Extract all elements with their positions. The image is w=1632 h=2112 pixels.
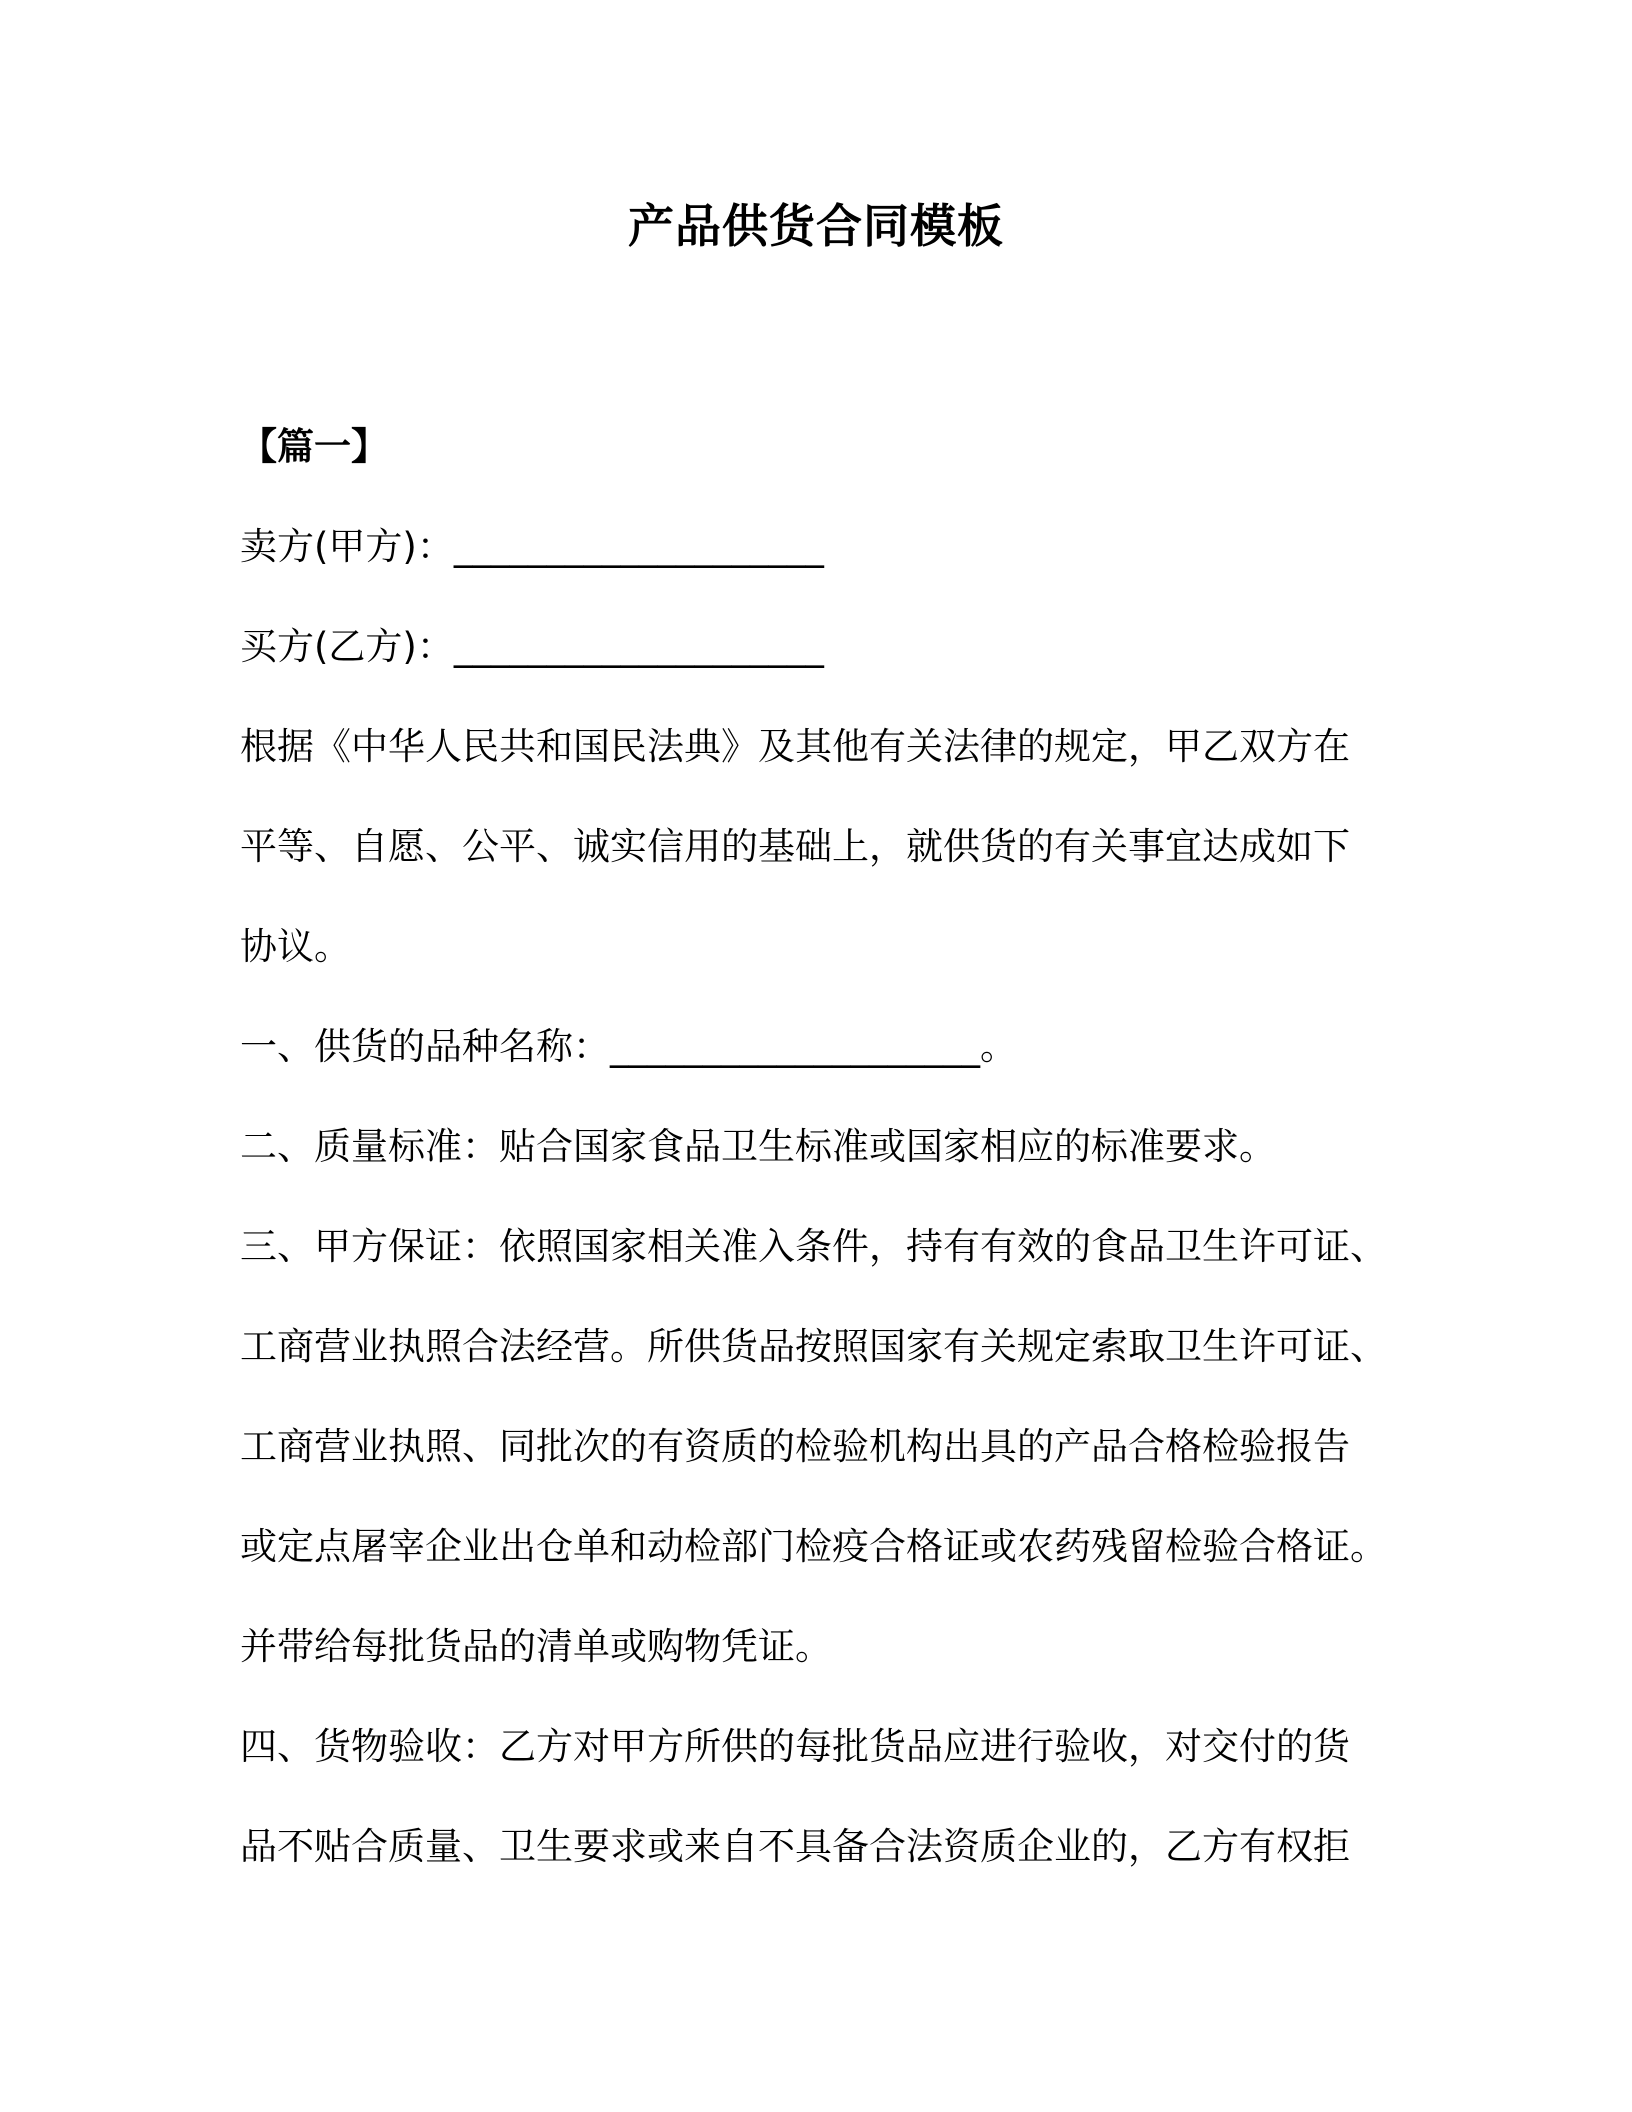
document-title: 产品供货合同模板 — [628, 199, 1004, 253]
clause-4-line-2: 品不贴合质量、卫生要求或来自不具备合法资质企业的，乙方有权拒 — [240, 1825, 1350, 1868]
clause-3-line-1: 三、甲方保证：依照国家相关准入条件，持有有效的食品卫生许可证、 — [240, 1225, 1387, 1268]
clause-4-line-1: 四、货物验收：乙方对甲方所供的每批货品应进行验收，对交付的货 — [240, 1725, 1350, 1768]
clause-1: 一、供货的品种名称：____________________。 — [240, 1025, 1017, 1068]
intro-line-2: 平等、自愿、公平、诚实信用的基础上，就供货的有关事宜达成如下 — [240, 825, 1350, 868]
seller-line: 卖方(甲方)：____________________ — [240, 525, 824, 568]
clause-3-line-4: 或定点屠宰企业出仓单和动检部门检疫合格证或农药残留检验合格证。 — [240, 1525, 1387, 1568]
clause-3-line-2: 工商营业执照合法经营。所供货品按照国家有关规定索取卫生许可证、 — [240, 1325, 1387, 1368]
clause-2: 二、质量标准：贴合国家食品卫生标准或国家相应的标准要求。 — [240, 1125, 1276, 1168]
intro-line-3: 协议。 — [240, 925, 351, 968]
section-label: 【篇一】 — [240, 425, 388, 468]
clause-3-line-3: 工商营业执照、同批次的有资质的检验机构出具的产品合格检验报告 — [240, 1425, 1350, 1468]
intro-line-1: 根据《中华人民共和国民法典》及其他有关法律的规定，甲乙双方在 — [240, 725, 1350, 768]
clause-3-line-5: 并带给每批货品的清单或购物凭证。 — [240, 1625, 832, 1668]
buyer-line: 买方(乙方)：____________________ — [240, 625, 824, 668]
